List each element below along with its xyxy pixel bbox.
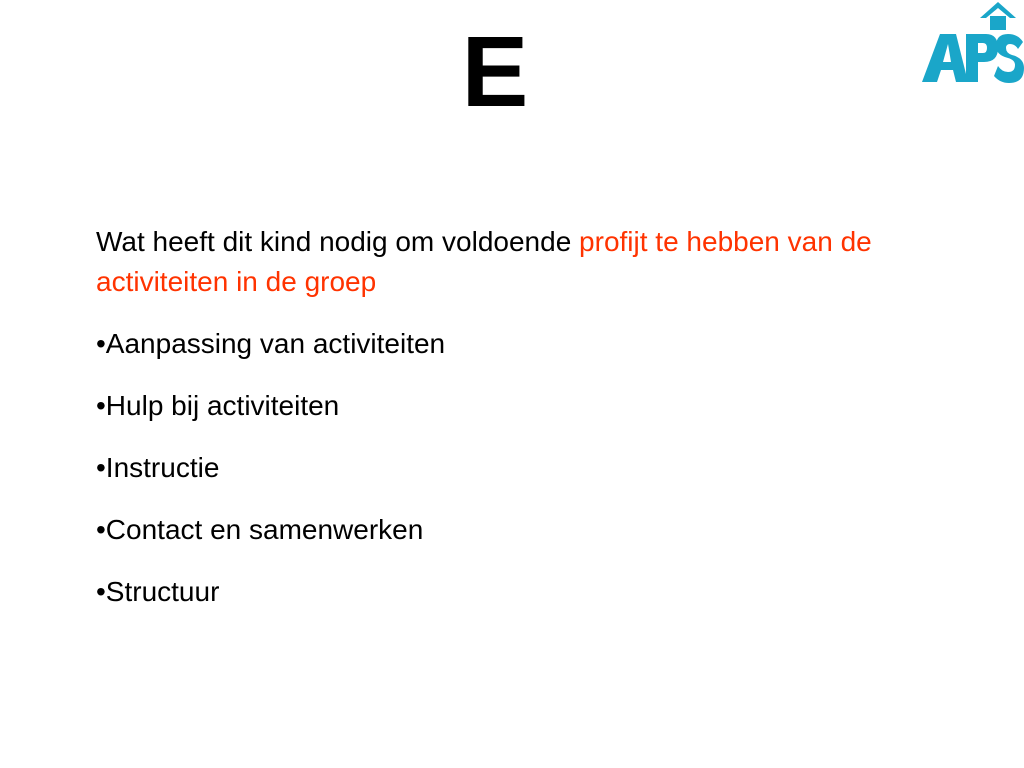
- slide-title: E: [461, 16, 529, 128]
- logo-letter-p: [966, 34, 998, 82]
- intro-text: Wat heeft dit kind nodig om voldoende: [96, 226, 580, 257]
- logo-window-icon: [990, 16, 1006, 30]
- aps-logo: [920, 0, 1024, 84]
- bullet-item: •Aanpassing van activiteiten: [96, 328, 446, 359]
- logo-letter-s: [994, 34, 1024, 83]
- bullet-list: [96, 324, 956, 612]
- bullet-item: •Contact en samenwerken: [96, 514, 424, 545]
- intro-question: [96, 222, 956, 302]
- logo-roof-icon: [980, 2, 1016, 18]
- bullet-item: •Structuur: [96, 576, 220, 607]
- bullet-item: •Hulp bij activiteiten: [96, 390, 340, 421]
- intro-highlight: profijt te hebben van de activiteiten in de groep: [96, 226, 872, 297]
- slide-body: [96, 222, 956, 634]
- bullet-item: •Instructie: [96, 452, 220, 483]
